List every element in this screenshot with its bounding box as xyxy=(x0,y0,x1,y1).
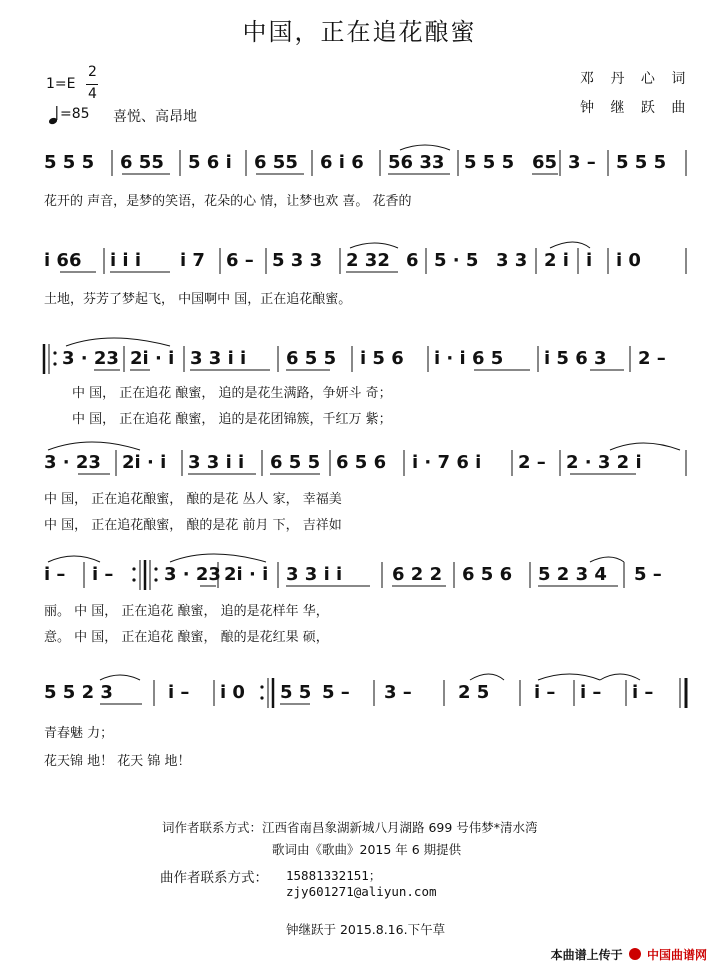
time-signature-top: 2 xyxy=(88,64,97,80)
expression-mark: 喜悦、高昂地 xyxy=(113,109,197,125)
row-1-notes xyxy=(0,0,1,1)
lyric-line: 中 国， 正在追花酿蜜， 酿的是花 前月 下， 吉祥如 xyxy=(44,518,342,533)
svg-text:65: 65 xyxy=(532,152,558,173)
svg-text:i –: i – xyxy=(534,682,556,703)
notation-row-6 xyxy=(30,676,694,716)
svg-text:5 2 3 4: 5 2 3 4 xyxy=(538,564,607,585)
svg-text:2 5: 2 5 xyxy=(458,682,490,703)
time-signature-bottom: 4 xyxy=(88,86,97,102)
svg-text:i: i xyxy=(586,250,593,271)
svg-text:5 5 2 3: 5 5 2 3 xyxy=(44,682,113,703)
lyric-line: 土地，芬芳了梦起飞， 中国啊中 国，正在追花酿蜜。 xyxy=(44,292,352,307)
notation-row-3-graphic xyxy=(30,342,694,382)
svg-text:i 7: i 7 xyxy=(180,250,205,271)
composer-credit: 钟 继 跃 曲 xyxy=(580,100,692,116)
notation-row-2-graphic xyxy=(30,244,694,284)
lyric-line: 中 国， 正在追花酿蜜， 酿的是花 丛人 家， 幸福美 xyxy=(44,492,342,507)
svg-text:3 3 i i: 3 3 i i xyxy=(286,564,343,585)
svg-text:3 3 i i: 3 3 i i xyxy=(188,452,245,473)
svg-text:2 i: 2 i xyxy=(544,250,569,271)
svg-text:6 5 6: 6 5 6 xyxy=(336,452,387,473)
svg-text:i –: i – xyxy=(580,682,602,703)
svg-text:2 –: 2 – xyxy=(638,348,666,369)
svg-text:5 –: 5 – xyxy=(322,682,350,703)
lyricist-credit: 邓 丹 心 词 xyxy=(580,71,692,87)
svg-text:2i · i: 2i · i xyxy=(130,348,175,369)
svg-text:6 5 6: 6 5 6 xyxy=(462,564,513,585)
lyric-line: 丽。 中 国， 正在追花 酿蜜， 追的是花样年 华， xyxy=(44,604,329,619)
svg-text:i 0: i 0 xyxy=(220,682,245,703)
notation-row-5 xyxy=(30,558,694,598)
notation-row-6-graphic xyxy=(30,676,694,716)
watermark xyxy=(551,946,707,963)
svg-text:i · i 6 5: i · i 6 5 xyxy=(434,348,504,369)
svg-text:5 3 3: 5 3 3 xyxy=(272,250,323,271)
lyric-line: 中 国， 正在追花 酿蜜， 追的是花生满路，争妍斗 奇； xyxy=(72,386,392,401)
svg-text:i 66: i 66 xyxy=(44,250,82,271)
notation-row-1-graphic xyxy=(30,146,694,186)
svg-text:i 5 6: i 5 6 xyxy=(360,348,404,369)
svg-text:6 55: 6 55 xyxy=(120,152,164,173)
watermark-prefix: 本曲谱上传于 xyxy=(550,948,623,962)
svg-text:i · 7 6 i: i · 7 6 i xyxy=(412,452,482,473)
svg-text:5 –: 5 – xyxy=(634,564,662,585)
svg-text:5 6 i: 5 6 i xyxy=(188,152,232,173)
svg-text:2 · 3 2 i: 2 · 3 2 i xyxy=(566,452,642,473)
lyric-line: 青春魅 力； xyxy=(44,726,114,741)
tempo: =85 xyxy=(60,106,90,122)
lyric-line: 中 国， 正在追花 酿蜜， 追的是花团锦簇，千红万 紫； xyxy=(72,412,392,427)
svg-text:3 · 23: 3 · 23 xyxy=(164,564,221,585)
svg-text:2 32: 2 32 xyxy=(346,250,390,271)
lyric-line: 花开的 声音，是梦的笑语，花朵的心 情，让梦也欢 喜。 花香的 xyxy=(44,194,412,209)
composer-email[interactable]: zjy601271@aliyun.com xyxy=(286,884,437,899)
svg-text:6 5 5: 6 5 5 xyxy=(270,452,321,473)
svg-text:3 –: 3 – xyxy=(384,682,412,703)
composer-phone: 15881332151； xyxy=(286,868,382,883)
svg-text:6 55: 6 55 xyxy=(254,152,298,173)
svg-text:5 5 5: 5 5 5 xyxy=(616,152,667,173)
notation-row-5-graphic xyxy=(30,558,694,598)
svg-text:i 5 6 3: i 5 6 3 xyxy=(544,348,607,369)
notation-row-1 xyxy=(30,146,694,186)
notation-row-2 xyxy=(30,244,694,284)
svg-text:i –: i – xyxy=(168,682,190,703)
svg-text:3 · 23: 3 · 23 xyxy=(44,452,101,473)
svg-text:6 –: 6 – xyxy=(226,250,254,271)
svg-text:3 3 i i: 3 3 i i xyxy=(190,348,247,369)
svg-text:2i · i: 2i · i xyxy=(122,452,167,473)
svg-text:3 · 23: 3 · 23 xyxy=(62,348,119,369)
logo-icon xyxy=(629,948,641,960)
lyrics-source: 歌词由《歌曲》2015 年 6 期提供 xyxy=(272,842,462,857)
svg-text:6 i 6: 6 i 6 xyxy=(320,152,364,173)
notation-text-store xyxy=(0,0,1,1)
svg-text:3 –: 3 – xyxy=(568,152,596,173)
svg-text:5 · 5: 5 · 5 xyxy=(434,250,479,271)
svg-text:6 2 2: 6 2 2 xyxy=(392,564,443,585)
page-title: 中国，正在追花酿蜜 xyxy=(242,18,477,46)
svg-text:6: 6 xyxy=(406,250,419,271)
svg-text:2i · i: 2i · i xyxy=(224,564,269,585)
notation-row-4-graphic xyxy=(30,446,694,486)
composer-contact-label: 曲作者联系方式： xyxy=(160,870,268,886)
svg-text:i –: i – xyxy=(92,564,114,585)
svg-text:2 –: 2 – xyxy=(518,452,546,473)
time-signature-bar xyxy=(86,84,98,85)
svg-text:6 5 5: 6 5 5 xyxy=(286,348,337,369)
svg-text:5 5: 5 5 xyxy=(280,682,312,703)
lyric-line: 花天锦 地！ 花天 锦 地！ xyxy=(44,754,191,769)
svg-text:i 0: i 0 xyxy=(616,250,641,271)
signature-date: 钟继跃于 2015.8.16.下午草 xyxy=(286,922,446,937)
svg-text:3 3: 3 3 xyxy=(496,250,528,271)
svg-text:i –: i – xyxy=(44,564,66,585)
lyricist-contact: 词作者联系方式：江西省南昌象湖新城八月湖路 699 号伟梦*清水湾 xyxy=(162,820,538,835)
svg-text:i i i: i i i xyxy=(110,250,142,271)
svg-text:5 5 5: 5 5 5 xyxy=(464,152,515,173)
key-signature: 1=E xyxy=(46,76,76,92)
svg-text:i –: i – xyxy=(632,682,654,703)
svg-text:5 5 5: 5 5 5 xyxy=(44,152,95,173)
notation-row-4 xyxy=(30,446,694,486)
lyric-line: 意。 中 国， 正在追花 酿蜜， 酿的是花红果 硕， xyxy=(44,630,329,645)
notation-row-3 xyxy=(30,342,694,382)
svg-text:56 33: 56 33 xyxy=(388,152,445,173)
watermark-brand[interactable]: 中国曲谱网 xyxy=(646,948,707,962)
